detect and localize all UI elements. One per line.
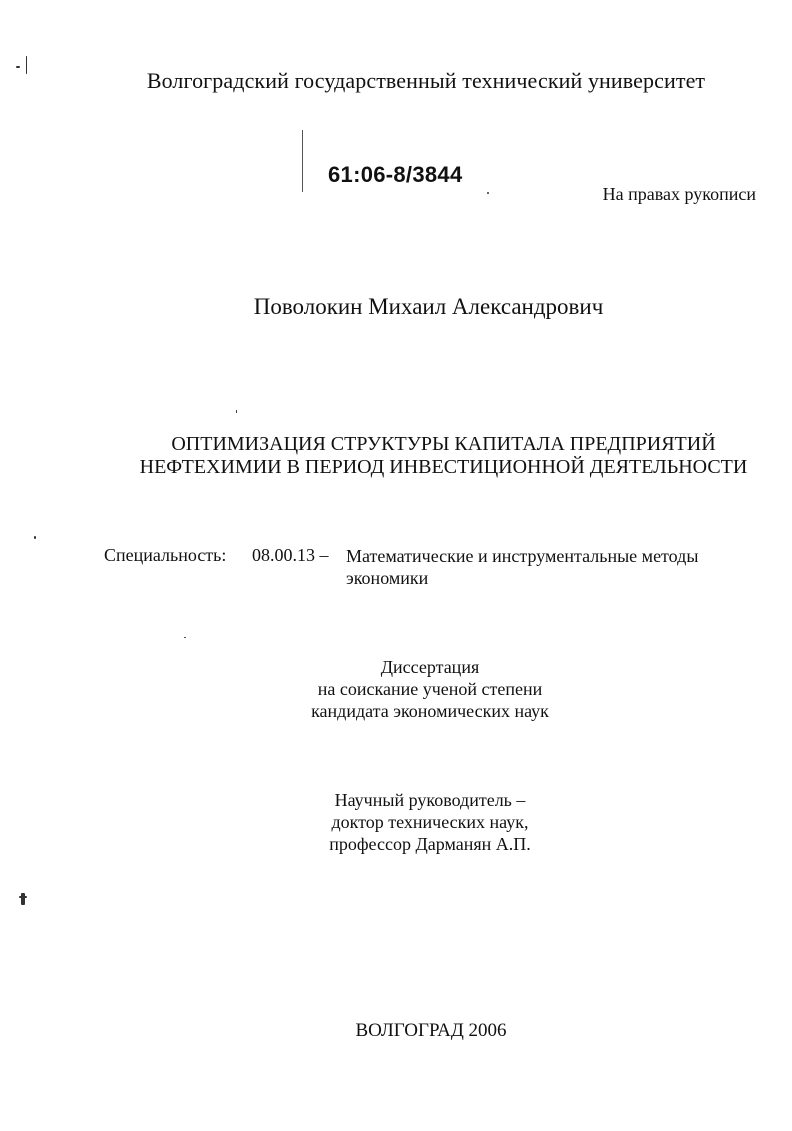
stamp-line	[302, 130, 303, 192]
rights-note: На правах рукописи	[602, 184, 756, 204]
university-name: Волгоградский государственный технический университет	[146, 68, 706, 93]
scan-mark	[19, 896, 27, 898]
city-year: ВОЛГОГРАД 2006	[355, 1020, 507, 1041]
stamp-code: 61:06-8/3844	[328, 162, 463, 187]
supervisor-block	[0, 789, 792, 855]
scan-mark	[236, 410, 237, 413]
specialty-name-line: Математические и инструментальные методы	[346, 546, 699, 566]
scan-mark	[184, 637, 186, 638]
degree-line: Диссертация	[380, 657, 480, 677]
scan-mark	[487, 192, 489, 194]
supervisor-line: профессор Дарманян А.П.	[329, 834, 531, 854]
degree-block	[0, 656, 792, 722]
title-line: ОПТИМИЗАЦИЯ СТРУКТУРЫ КАПИТАЛА ПРЕДПРИЯТИЙ	[171, 433, 716, 455]
specialty-code: 08.00.13 –	[252, 545, 329, 565]
supervisor-line: доктор технических наук,	[331, 812, 529, 832]
specialty-name-line: экономики	[346, 568, 429, 588]
degree-line: на соискание ученой степени	[317, 679, 543, 699]
scan-mark	[21, 893, 25, 905]
supervisor-line: Научный руководитель –	[334, 790, 526, 810]
dissertation-title	[0, 433, 792, 479]
specialty-label: Специальность:	[104, 545, 227, 565]
degree-line: кандидата экономических наук	[311, 701, 549, 721]
title-line: НЕФТЕХИМИИ В ПЕРИОД ИНВЕСТИЦИОННОЙ ДЕЯТЕЛЬНОСТИ	[139, 456, 748, 478]
scan-mark	[34, 536, 36, 539]
author-name: Поволокин Михаил Александрович	[253, 294, 604, 319]
specialty-name	[346, 545, 746, 589]
